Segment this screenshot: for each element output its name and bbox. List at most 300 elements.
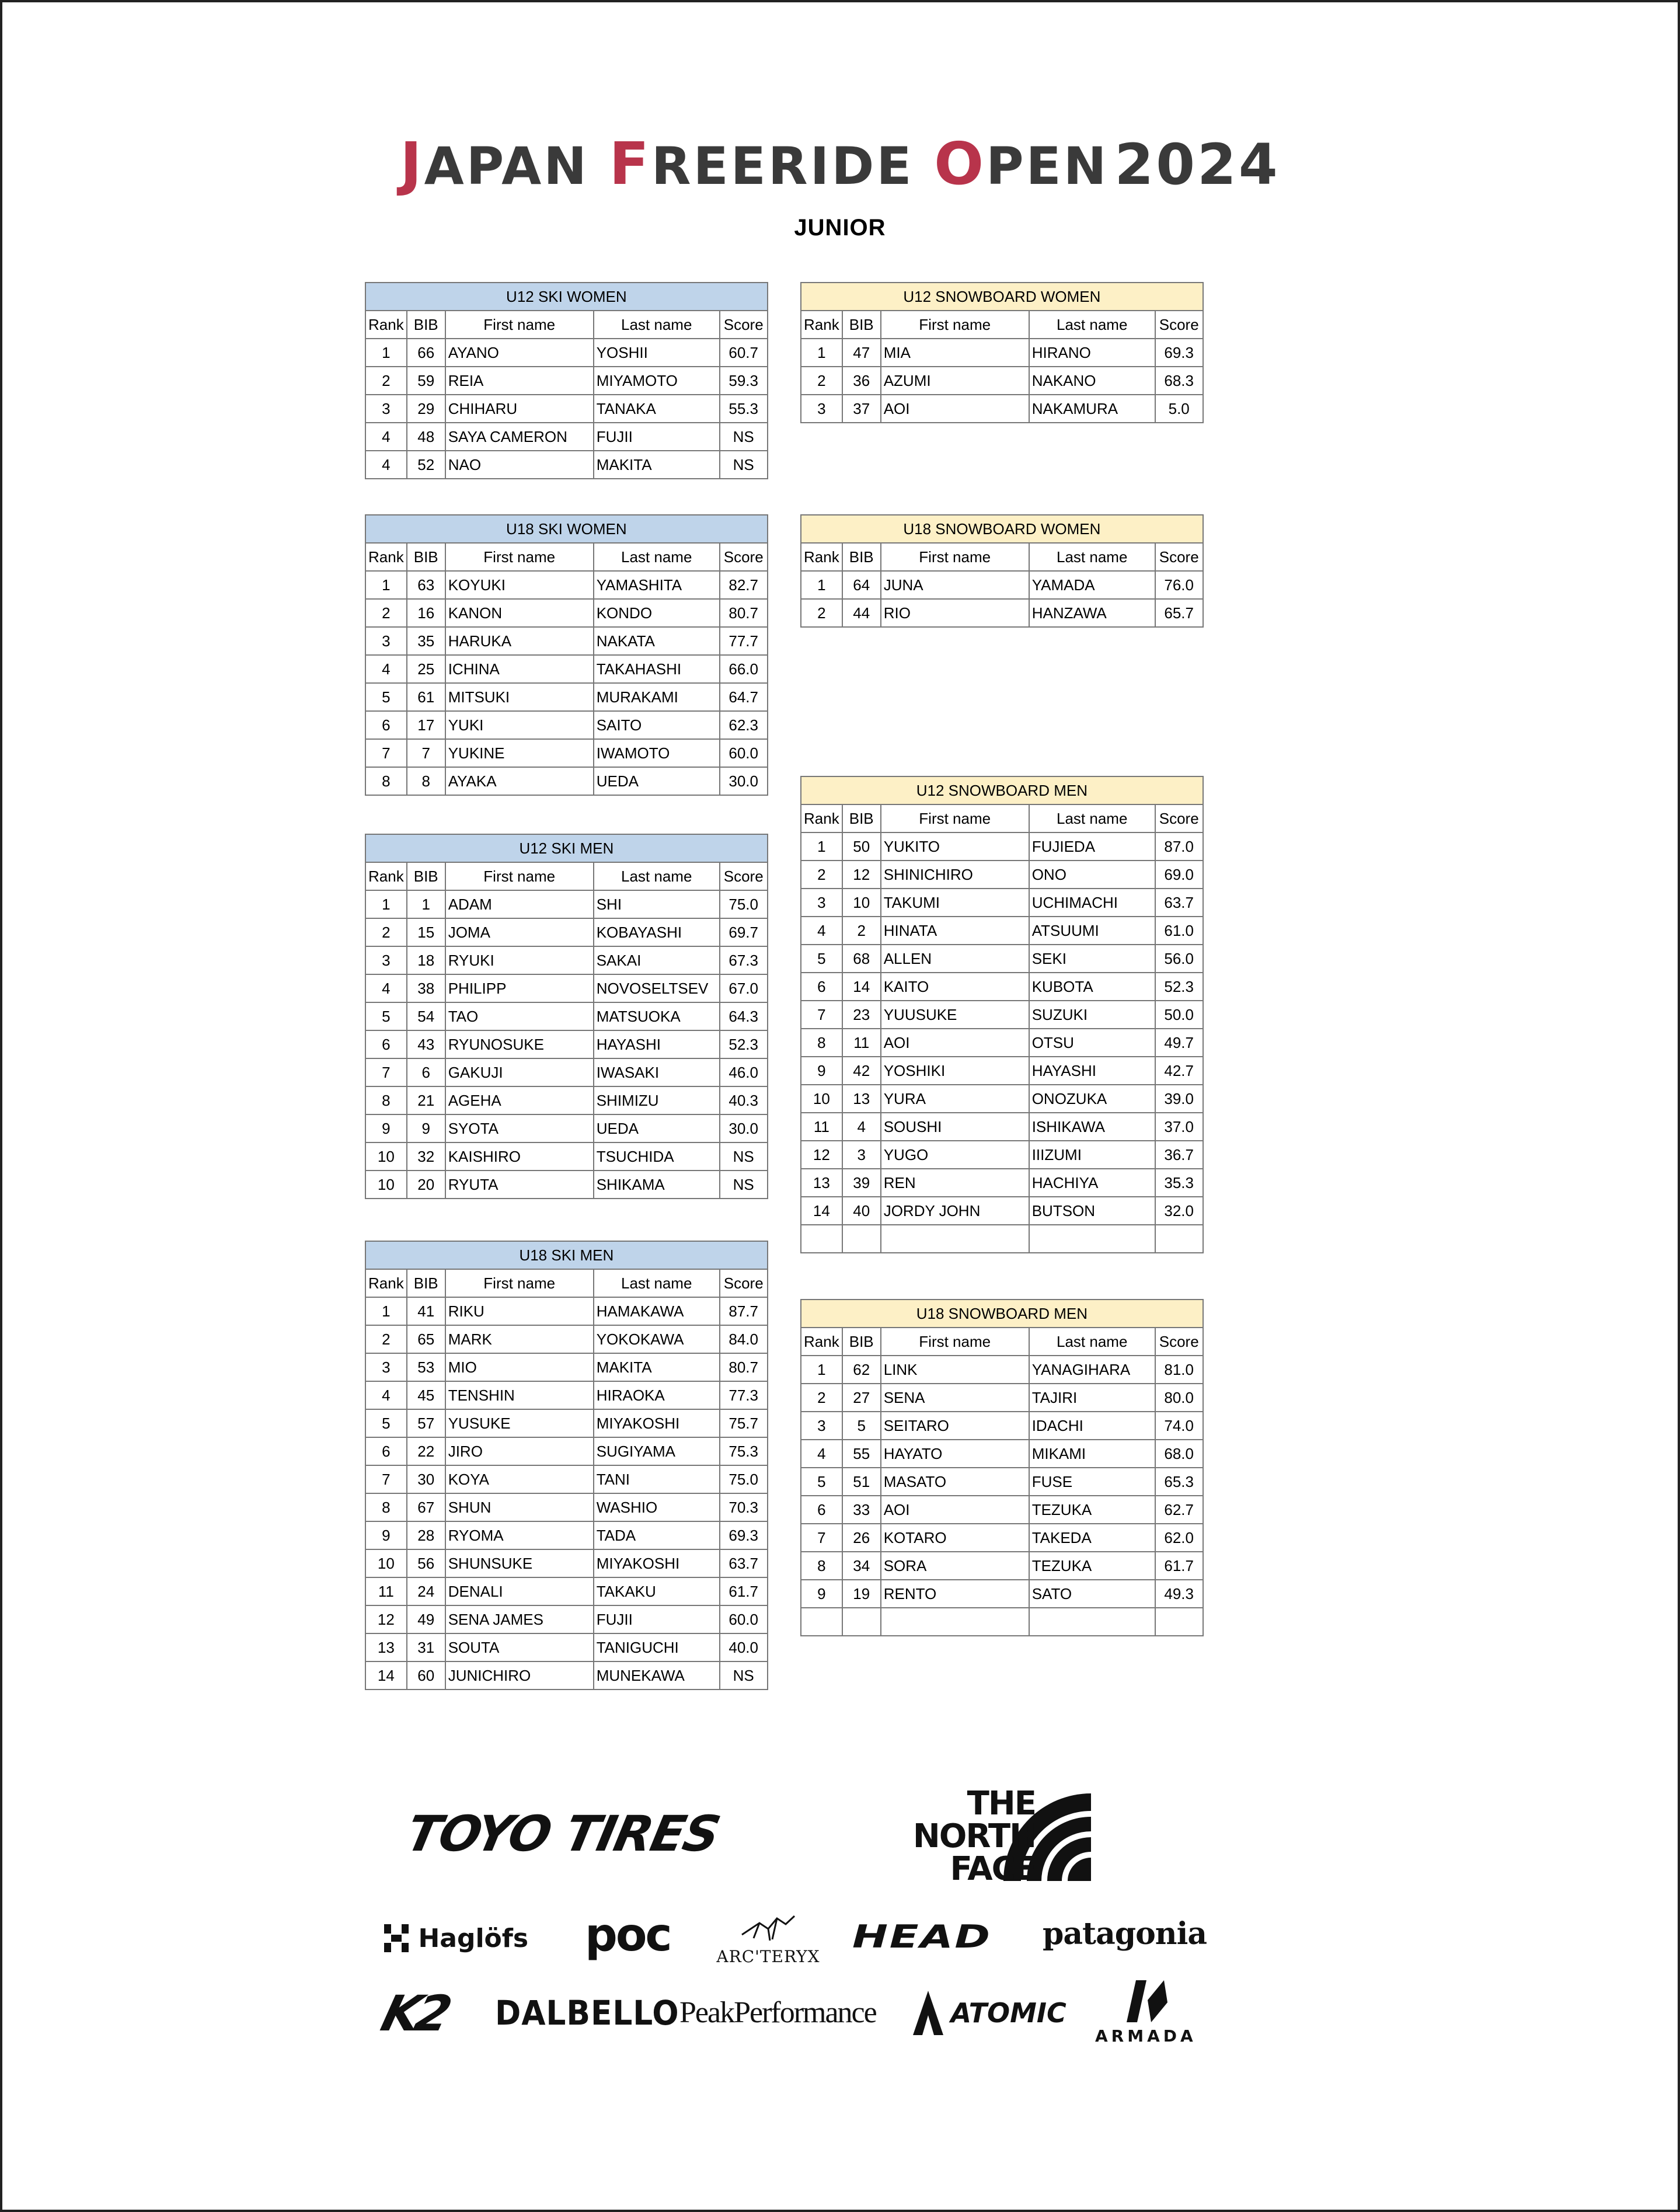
table-row bbox=[365, 423, 768, 451]
title-letter-f: F bbox=[609, 130, 651, 198]
column-header-score: Score bbox=[720, 311, 768, 339]
cell-score: 63.7 bbox=[720, 1549, 768, 1577]
the-north-face-logo bbox=[887, 1785, 1097, 1888]
cell-last: HAYASHI bbox=[1029, 1057, 1155, 1085]
cell-first: HARUKA bbox=[445, 627, 594, 655]
cell-first: RYOMA bbox=[445, 1521, 594, 1549]
cell-rank: 6 bbox=[801, 973, 842, 1001]
cell-bib: 11 bbox=[842, 1029, 881, 1057]
cell-score: 67.3 bbox=[720, 946, 768, 974]
event-title bbox=[2, 130, 1678, 198]
table-title: U18 SNOWBOARD WOMEN bbox=[801, 515, 1203, 543]
cell-last: HANZAWA bbox=[1029, 599, 1155, 627]
cell-score: 87.0 bbox=[1155, 832, 1203, 861]
empty-cell bbox=[881, 1608, 1029, 1636]
cell-score: 40.0 bbox=[720, 1633, 768, 1661]
column-header-last: Last name bbox=[594, 543, 720, 571]
cell-score: 64.7 bbox=[720, 683, 768, 711]
cell-last: KOBAYASHI bbox=[594, 918, 720, 946]
cell-bib: 24 bbox=[407, 1577, 445, 1605]
cell-first: KOYA bbox=[445, 1465, 594, 1493]
cell-last: SUZUKI bbox=[1029, 1001, 1155, 1029]
cell-rank: 6 bbox=[365, 1437, 407, 1465]
cell-first: RIKU bbox=[445, 1297, 594, 1325]
column-header-last: Last name bbox=[1029, 1328, 1155, 1356]
cell-last: IIIZUMI bbox=[1029, 1141, 1155, 1169]
cell-score: 52.3 bbox=[720, 1030, 768, 1058]
cell-bib: 53 bbox=[407, 1353, 445, 1381]
cell-first: RYUTA bbox=[445, 1171, 594, 1199]
cell-last: UCHIMACHI bbox=[1029, 889, 1155, 917]
column-header-rank: Rank bbox=[801, 804, 842, 832]
cell-bib: 17 bbox=[407, 711, 445, 739]
cell-bib: 34 bbox=[842, 1552, 881, 1580]
archaeopteryx-icon bbox=[736, 1911, 800, 1944]
cell-last: FUJII bbox=[594, 1605, 720, 1633]
cell-rank: 1 bbox=[801, 1356, 842, 1384]
cell-last: SEKI bbox=[1029, 945, 1155, 973]
cell-bib: 19 bbox=[842, 1580, 881, 1608]
cell-last: MIKAMI bbox=[1029, 1440, 1155, 1468]
cell-bib: 48 bbox=[407, 423, 445, 451]
cell-rank: 3 bbox=[365, 627, 407, 655]
table-title: U18 SKI MEN bbox=[365, 1241, 768, 1269]
cell-rank: 6 bbox=[365, 711, 407, 739]
cell-bib: 47 bbox=[842, 339, 881, 367]
cell-bib: 4 bbox=[842, 1113, 881, 1141]
cell-rank: 4 bbox=[365, 451, 407, 479]
cell-bib: 60 bbox=[407, 1661, 445, 1690]
cell-score: 65.7 bbox=[1155, 599, 1203, 627]
cell-first: KAITO bbox=[881, 973, 1029, 1001]
table-row bbox=[365, 1437, 768, 1465]
cell-last: MIYAKOSHI bbox=[594, 1409, 720, 1437]
cell-last: TSUCHIDA bbox=[594, 1142, 720, 1171]
table-row bbox=[365, 367, 768, 395]
cell-first: YUGO bbox=[881, 1141, 1029, 1169]
table-title: U12 SNOWBOARD WOMEN bbox=[801, 283, 1203, 311]
table-row bbox=[365, 339, 768, 367]
cell-bib: 64 bbox=[842, 571, 881, 599]
cell-score: 30.0 bbox=[720, 1114, 768, 1142]
column-header-first: First name bbox=[445, 311, 594, 339]
cell-first: MIO bbox=[445, 1353, 594, 1381]
cell-last: TANAKA bbox=[594, 395, 720, 423]
cell-first: RENTO bbox=[881, 1580, 1029, 1608]
empty-row bbox=[801, 1225, 1203, 1253]
empty-cell bbox=[801, 1608, 842, 1636]
table-row bbox=[365, 739, 768, 767]
cell-score: 82.7 bbox=[720, 571, 768, 599]
cell-score: 80.7 bbox=[720, 599, 768, 627]
column-header-score: Score bbox=[1155, 543, 1203, 571]
cell-score: 67.0 bbox=[720, 974, 768, 1002]
column-header-bib: BIB bbox=[842, 543, 881, 571]
cell-last: SHIMIZU bbox=[594, 1086, 720, 1114]
table-row bbox=[365, 451, 768, 479]
table-u12-ski-men bbox=[365, 834, 768, 1199]
cell-first: SHUNSUKE bbox=[445, 1549, 594, 1577]
cell-first: JUNA bbox=[881, 571, 1029, 599]
cell-first: GAKUJI bbox=[445, 1058, 594, 1086]
cell-bib: 14 bbox=[842, 973, 881, 1001]
cell-last: TEZUKA bbox=[1029, 1496, 1155, 1524]
cell-first: AYANO bbox=[445, 339, 594, 367]
cell-last: UEDA bbox=[594, 767, 720, 795]
cell-score: 75.7 bbox=[720, 1409, 768, 1437]
cell-bib: 59 bbox=[407, 367, 445, 395]
column-header-row bbox=[801, 804, 1203, 832]
table-row bbox=[365, 395, 768, 423]
north-face-line1: THE bbox=[967, 1785, 1036, 1823]
cell-bib: 13 bbox=[842, 1085, 881, 1113]
cell-last: HAMAKAWA bbox=[594, 1297, 720, 1325]
table-row bbox=[365, 890, 768, 918]
cell-first: YUKI bbox=[445, 711, 594, 739]
cell-bib: 40 bbox=[842, 1197, 881, 1225]
table-row bbox=[365, 1325, 768, 1353]
cell-bib: 61 bbox=[407, 683, 445, 711]
north-face-line2: NORTH bbox=[912, 1817, 1036, 1855]
column-header-last: Last name bbox=[1029, 311, 1155, 339]
column-header-score: Score bbox=[720, 1269, 768, 1297]
cell-bib: 51 bbox=[842, 1468, 881, 1496]
cell-score: 46.0 bbox=[720, 1058, 768, 1086]
cell-rank: 2 bbox=[801, 367, 842, 395]
cell-rank: 7 bbox=[365, 739, 407, 767]
column-header-first: First name bbox=[881, 543, 1029, 571]
table-row bbox=[801, 1113, 1203, 1141]
cell-last: KUBOTA bbox=[1029, 973, 1155, 1001]
cell-last: WASHIO bbox=[594, 1493, 720, 1521]
column-header-rank: Rank bbox=[365, 862, 407, 890]
table-row bbox=[801, 1356, 1203, 1384]
cell-bib: 9 bbox=[407, 1114, 445, 1142]
cell-rank: 7 bbox=[801, 1001, 842, 1029]
cell-bib: 49 bbox=[407, 1605, 445, 1633]
cell-score: 56.0 bbox=[1155, 945, 1203, 973]
table-row bbox=[801, 1141, 1203, 1169]
column-header-row bbox=[365, 543, 768, 571]
cell-rank: 4 bbox=[365, 974, 407, 1002]
cell-first: AYAKA bbox=[445, 767, 594, 795]
cell-first: TAKUMI bbox=[881, 889, 1029, 917]
cell-score: NS bbox=[720, 1171, 768, 1199]
cell-first: JUNICHIRO bbox=[445, 1661, 594, 1690]
table-row bbox=[365, 571, 768, 599]
cell-rank: 9 bbox=[365, 1521, 407, 1549]
column-header-first: First name bbox=[881, 311, 1029, 339]
cell-last: NAKAMURA bbox=[1029, 395, 1155, 423]
cell-score: 5.0 bbox=[1155, 395, 1203, 423]
table-row bbox=[801, 889, 1203, 917]
cell-score: 39.0 bbox=[1155, 1085, 1203, 1113]
armada-wordmark: ARMADA bbox=[1095, 2026, 1197, 2046]
table-row bbox=[365, 1030, 768, 1058]
cell-bib: 52 bbox=[407, 451, 445, 479]
cell-score: 49.3 bbox=[1155, 1580, 1203, 1608]
cell-rank: 9 bbox=[801, 1580, 842, 1608]
cell-first: SYOTA bbox=[445, 1114, 594, 1142]
haglofs-wordmark: Haglöfs bbox=[418, 1923, 529, 1953]
cell-bib: 35 bbox=[407, 627, 445, 655]
column-header-bib: BIB bbox=[842, 1328, 881, 1356]
cell-rank: 6 bbox=[801, 1496, 842, 1524]
cell-score: 60.0 bbox=[720, 739, 768, 767]
title-word-pen: PEN bbox=[986, 136, 1109, 196]
cell-last: NOVOSELTSEV bbox=[594, 974, 720, 1002]
column-header-last: Last name bbox=[594, 862, 720, 890]
column-header-row bbox=[801, 1328, 1203, 1356]
cell-last: MAKITA bbox=[594, 451, 720, 479]
table-row bbox=[365, 1465, 768, 1493]
cell-rank: 10 bbox=[365, 1142, 407, 1171]
cell-first: AOI bbox=[881, 1496, 1029, 1524]
cell-score: 32.0 bbox=[1155, 1197, 1203, 1225]
arcteryx-wordmark: ARC'TERYX bbox=[716, 1947, 820, 1966]
cell-rank: 2 bbox=[365, 367, 407, 395]
poc-logo: poc bbox=[585, 1909, 671, 1962]
table-row bbox=[801, 1552, 1203, 1580]
cell-bib: 36 bbox=[842, 367, 881, 395]
table-row bbox=[365, 599, 768, 627]
cell-last: TAKAKU bbox=[594, 1577, 720, 1605]
table-u18-ski-men bbox=[365, 1241, 768, 1690]
cell-score: 77.3 bbox=[720, 1381, 768, 1409]
cell-rank: 2 bbox=[801, 861, 842, 889]
cell-score: 69.3 bbox=[720, 1521, 768, 1549]
armada-mark-icon bbox=[1118, 1979, 1171, 2023]
cell-last: MAKITA bbox=[594, 1353, 720, 1381]
cell-last: TEZUKA bbox=[1029, 1552, 1155, 1580]
cell-bib: 37 bbox=[842, 395, 881, 423]
cell-rank: 7 bbox=[365, 1465, 407, 1493]
cell-last: YANAGIHARA bbox=[1029, 1356, 1155, 1384]
cell-bib: 65 bbox=[407, 1325, 445, 1353]
column-header-score: Score bbox=[720, 862, 768, 890]
cell-first: RYUNOSUKE bbox=[445, 1030, 594, 1058]
cell-score: 66.0 bbox=[720, 655, 768, 683]
cell-score: 62.7 bbox=[1155, 1496, 1203, 1524]
cell-first: MITSUKI bbox=[445, 683, 594, 711]
column-header-bib: BIB bbox=[407, 311, 445, 339]
cell-bib: 39 bbox=[842, 1169, 881, 1197]
cell-rank: 4 bbox=[801, 1440, 842, 1468]
cell-bib: 7 bbox=[407, 739, 445, 767]
table-title: U12 SKI MEN bbox=[365, 834, 768, 862]
cell-rank: 8 bbox=[365, 767, 407, 795]
cell-score: NS bbox=[720, 1661, 768, 1690]
cell-rank: 3 bbox=[365, 946, 407, 974]
cell-rank: 1 bbox=[365, 1297, 407, 1325]
cell-first: MARK bbox=[445, 1325, 594, 1353]
table-row bbox=[365, 1493, 768, 1521]
cell-first: AOI bbox=[881, 1029, 1029, 1057]
table-row bbox=[365, 1381, 768, 1409]
cell-score: 76.0 bbox=[1155, 571, 1203, 599]
table-row bbox=[801, 973, 1203, 1001]
table-row bbox=[365, 1577, 768, 1605]
cell-rank: 14 bbox=[801, 1197, 842, 1225]
empty-cell bbox=[842, 1608, 881, 1636]
table-row bbox=[365, 918, 768, 946]
cell-score: 68.3 bbox=[1155, 367, 1203, 395]
table-title: U12 SKI WOMEN bbox=[365, 283, 768, 311]
cell-first: TENSHIN bbox=[445, 1381, 594, 1409]
cell-score: 75.0 bbox=[720, 890, 768, 918]
table-u12-ski-women bbox=[365, 282, 768, 479]
cell-first: YUUSUKE bbox=[881, 1001, 1029, 1029]
cell-first: SORA bbox=[881, 1552, 1029, 1580]
column-header-row bbox=[801, 311, 1203, 339]
cell-first: DENALI bbox=[445, 1577, 594, 1605]
column-header-last: Last name bbox=[1029, 543, 1155, 571]
cell-last: IWAMOTO bbox=[594, 739, 720, 767]
column-header-first: First name bbox=[445, 862, 594, 890]
table-row bbox=[365, 1058, 768, 1086]
cell-rank: 1 bbox=[365, 890, 407, 918]
cell-last: FUJII bbox=[594, 423, 720, 451]
cell-rank: 12 bbox=[801, 1141, 842, 1169]
cell-rank: 8 bbox=[365, 1086, 407, 1114]
cell-first: SHINICHIRO bbox=[881, 861, 1029, 889]
cell-bib: 8 bbox=[407, 767, 445, 795]
table-row bbox=[365, 711, 768, 739]
cell-score: 40.3 bbox=[720, 1086, 768, 1114]
cell-rank: 13 bbox=[365, 1633, 407, 1661]
cell-bib: 45 bbox=[407, 1381, 445, 1409]
cell-last: HACHIYA bbox=[1029, 1169, 1155, 1197]
cell-first: SEITARO bbox=[881, 1412, 1029, 1440]
cell-last: TAKAHASHI bbox=[594, 655, 720, 683]
cell-rank: 1 bbox=[801, 571, 842, 599]
cell-score: NS bbox=[720, 451, 768, 479]
cell-first: PHILIPP bbox=[445, 974, 594, 1002]
table-row bbox=[365, 1661, 768, 1690]
cell-last: MURAKAMI bbox=[594, 683, 720, 711]
cell-bib: 21 bbox=[407, 1086, 445, 1114]
cell-score: 35.3 bbox=[1155, 1169, 1203, 1197]
cell-score: 80.0 bbox=[1155, 1384, 1203, 1412]
cell-rank: 3 bbox=[365, 395, 407, 423]
table-u18-ski-women bbox=[365, 514, 768, 796]
column-header-bib: BIB bbox=[407, 862, 445, 890]
cell-last: YOKOKAWA bbox=[594, 1325, 720, 1353]
cell-rank: 4 bbox=[801, 917, 842, 945]
table-row bbox=[801, 1440, 1203, 1468]
table-title: U18 SKI WOMEN bbox=[365, 515, 768, 543]
cell-score: 62.3 bbox=[720, 711, 768, 739]
cell-last: TANI bbox=[594, 1465, 720, 1493]
category-subtitle: JUNIOR bbox=[794, 215, 886, 241]
cell-last: KONDO bbox=[594, 599, 720, 627]
column-header-score: Score bbox=[1155, 804, 1203, 832]
cell-bib: 32 bbox=[407, 1142, 445, 1171]
cell-score: 80.7 bbox=[720, 1353, 768, 1381]
cell-score: 59.3 bbox=[720, 367, 768, 395]
table-row bbox=[801, 861, 1203, 889]
cell-first: KAISHIRO bbox=[445, 1142, 594, 1171]
column-header-rank: Rank bbox=[365, 543, 407, 571]
table-row bbox=[365, 1171, 768, 1199]
cell-first: JORDY JOHN bbox=[881, 1197, 1029, 1225]
cell-bib: 3 bbox=[842, 1141, 881, 1169]
cell-rank: 3 bbox=[365, 1353, 407, 1381]
cell-bib: 27 bbox=[842, 1384, 881, 1412]
cell-score: 84.0 bbox=[720, 1325, 768, 1353]
cell-rank: 3 bbox=[801, 1412, 842, 1440]
cell-first: SHUN bbox=[445, 1493, 594, 1521]
table-row bbox=[801, 1197, 1203, 1225]
cell-rank: 4 bbox=[365, 1381, 407, 1409]
table-row bbox=[801, 832, 1203, 861]
cell-rank: 14 bbox=[365, 1661, 407, 1690]
cell-rank: 10 bbox=[801, 1085, 842, 1113]
cell-rank: 11 bbox=[801, 1113, 842, 1141]
table-row bbox=[365, 1002, 768, 1030]
cell-rank: 7 bbox=[365, 1058, 407, 1086]
column-header-rank: Rank bbox=[801, 1328, 842, 1356]
cell-score: 55.3 bbox=[720, 395, 768, 423]
table-row bbox=[365, 974, 768, 1002]
cell-score: 61.0 bbox=[1155, 917, 1203, 945]
cell-score: 62.0 bbox=[1155, 1524, 1203, 1552]
title-word-apan: APAN bbox=[424, 136, 609, 196]
cell-rank: 5 bbox=[365, 1002, 407, 1030]
cell-first: RYUKI bbox=[445, 946, 594, 974]
cell-first: AZUMI bbox=[881, 367, 1029, 395]
column-header-last: Last name bbox=[594, 311, 720, 339]
cell-score: 50.0 bbox=[1155, 1001, 1203, 1029]
cell-bib: 12 bbox=[842, 861, 881, 889]
cell-bib: 16 bbox=[407, 599, 445, 627]
cell-bib: 29 bbox=[407, 395, 445, 423]
cell-score: 87.7 bbox=[720, 1297, 768, 1325]
cell-last: ONOZUKA bbox=[1029, 1085, 1155, 1113]
cell-first: KANON bbox=[445, 599, 594, 627]
cell-score: 30.0 bbox=[720, 767, 768, 795]
cell-score: 77.7 bbox=[720, 627, 768, 655]
table-row bbox=[365, 1409, 768, 1437]
cell-bib: 10 bbox=[842, 889, 881, 917]
table-row bbox=[801, 367, 1203, 395]
cell-last: UEDA bbox=[594, 1114, 720, 1142]
cell-last: TADA bbox=[594, 1521, 720, 1549]
cell-bib: 22 bbox=[407, 1437, 445, 1465]
cell-last: TAJIRI bbox=[1029, 1384, 1155, 1412]
table-row bbox=[801, 945, 1203, 973]
cell-last: NAKANO bbox=[1029, 367, 1155, 395]
cell-rank: 2 bbox=[801, 599, 842, 627]
table-row bbox=[801, 1029, 1203, 1057]
cell-rank: 9 bbox=[365, 1114, 407, 1142]
cell-first: JOMA bbox=[445, 918, 594, 946]
cell-last: SAKAI bbox=[594, 946, 720, 974]
table-row bbox=[801, 1384, 1203, 1412]
cell-bib: 44 bbox=[842, 599, 881, 627]
haglofs-mark-icon bbox=[382, 1922, 411, 1955]
cell-score: 60.7 bbox=[720, 339, 768, 367]
cell-rank: 9 bbox=[801, 1057, 842, 1085]
head-logo: HEAD bbox=[852, 1918, 992, 1955]
cell-rank: 10 bbox=[365, 1171, 407, 1199]
haglofs-logo bbox=[382, 1922, 528, 1955]
cell-last: ATSUUMI bbox=[1029, 917, 1155, 945]
column-header-last: Last name bbox=[594, 1269, 720, 1297]
cell-last: FUSE bbox=[1029, 1468, 1155, 1496]
table-row bbox=[365, 1605, 768, 1633]
table-row bbox=[365, 1142, 768, 1171]
